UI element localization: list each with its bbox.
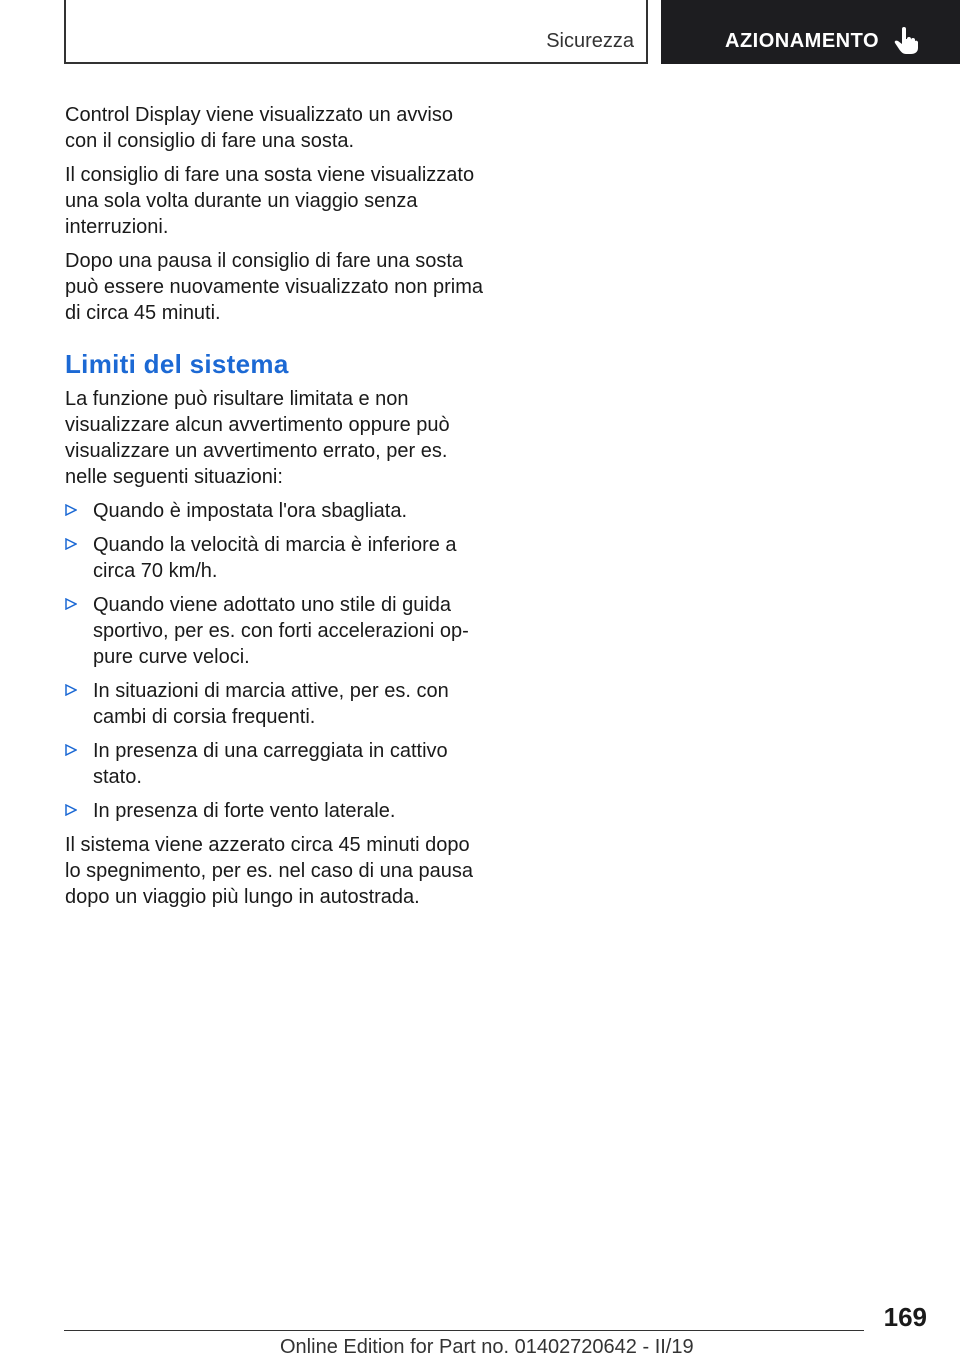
list-item-text: Quando la velocità di marcia è inferiore a circa 70 km/h.: [93, 534, 457, 582]
paragraph: Control Display viene visualizzato un avviso con il consiglio di fare una sosta.: [65, 104, 453, 152]
list-item: [65, 738, 485, 790]
list-item-text: In presenza di forte vento laterale.: [93, 800, 396, 822]
section-title: Sicurezza: [546, 30, 634, 52]
triangle-right-icon: [65, 504, 77, 516]
page-number: 169: [883, 1302, 927, 1332]
list-item-text: In presenza di una carreggiata in cattivo stato.: [93, 740, 448, 788]
triangle-right-icon: [65, 684, 77, 696]
list-item: [65, 678, 485, 730]
triangle-right-icon: [65, 804, 77, 816]
bullet-list: [65, 498, 485, 824]
triangle-right-icon: [65, 598, 77, 610]
paragraph: Il sistema viene azzerato circa 45 minuti dopo lo spegnimento, per es. nel caso di una pausa dopo un viaggio più lungo in autostrada.: [65, 834, 474, 908]
list-item: [65, 532, 485, 584]
list-item: [65, 798, 485, 824]
main-content: [65, 102, 485, 918]
section-heading: Limiti del sistema: [65, 349, 289, 379]
list-item-text: In situazioni di marcia attive, per es. con cambi di corsia frequenti.: [93, 680, 449, 728]
paragraph: Dopo una pausa il consiglio di fare una sosta può essere nuovamente visualizzato non prima di circa 45 minuti.: [65, 250, 484, 324]
footer-divider: [64, 1330, 864, 1331]
chapter-title: AZIONAMENTO: [725, 30, 880, 52]
paragraph: La funzione può risultare limitata e non visualizzare alcun avvertimento oppure può visualizzare un avvertimento errato, per es. nelle seguenti situazioni:: [65, 388, 450, 488]
list-item-text: Quando viene adottato uno stile di guida sportivo, per es. con forti accelerazioni oppure curve veloci.: [93, 594, 469, 668]
chapter-tab: [661, 0, 960, 64]
triangle-right-icon: [65, 744, 77, 756]
header-section-box: [64, 0, 648, 64]
list-item: [65, 592, 485, 670]
paragraph: Il consiglio di fare una sosta viene visualizzato una sola volta durante un viaggio senza interruzioni.: [65, 164, 475, 238]
list-item: [65, 498, 485, 524]
list-item-text: Quando è impostata l'ora sbagliata.: [93, 500, 408, 522]
footer-edition: Online Edition for Part no. 01402720642 - II/19: [280, 1336, 694, 1358]
hand-pointer-icon: [893, 27, 919, 55]
triangle-right-icon: [65, 538, 77, 550]
